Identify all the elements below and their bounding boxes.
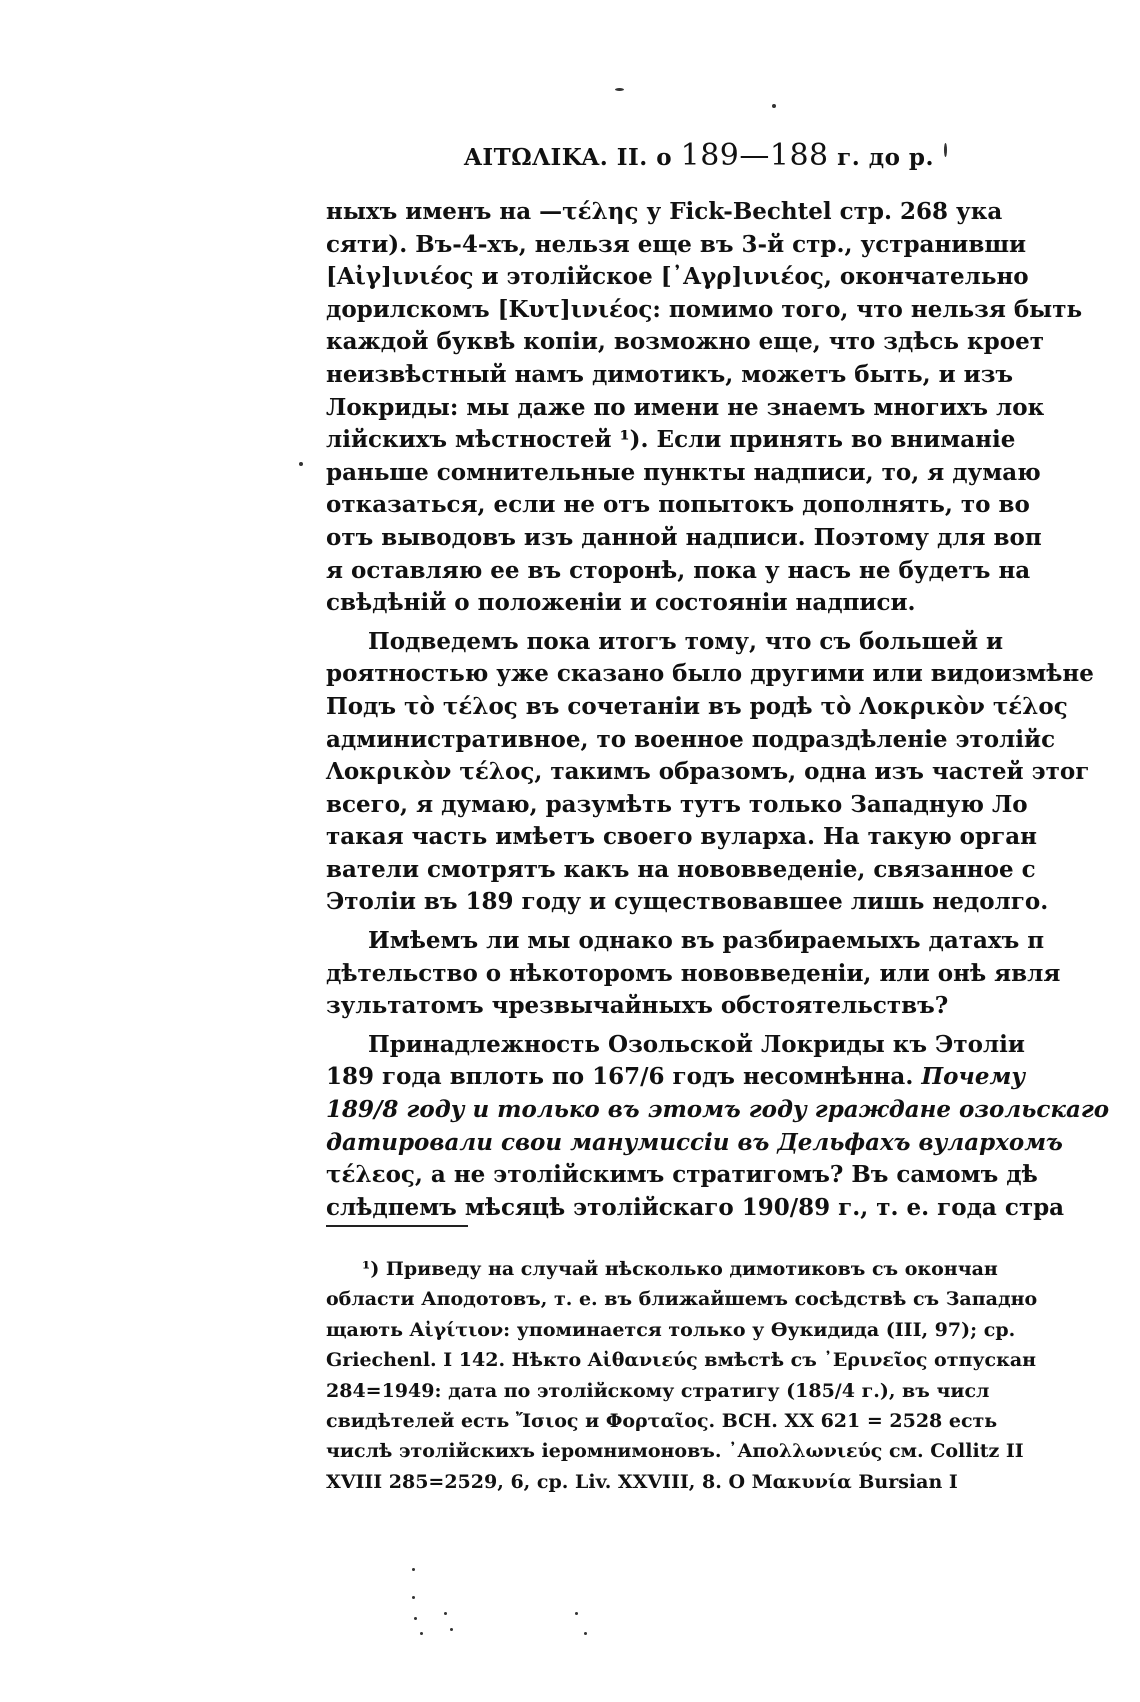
text-line: каждой буквѣ копіи, возможно еще, что здѣсь кроет (326, 328, 1044, 356)
footnotes (326, 1254, 1038, 1497)
scan-speck (575, 1612, 578, 1615)
footnote-line: ¹) Приведу на случай нѣсколько димотиковъ съ окончан (362, 1258, 998, 1280)
main-text (326, 196, 1110, 1224)
footnote-line: числѣ этолійскихъ іеромнимоновъ. ᾽Απολλωνιεύς см. Collitz II (326, 1440, 1024, 1463)
paragraph-start: Подведемъ пока итогъ тому, что съ большей и (368, 627, 1004, 655)
text-line: [Αἰγ]ινιέος и этолійское [᾽Αγρ]ινιέος, окончательно (326, 263, 1029, 291)
footnote-line: щають Αἰγίτιον: упоминается только у Өукидида (III, 97); ср. (326, 1318, 1016, 1341)
header-era: г. до р. (828, 144, 935, 171)
text-line: лійскихъ мѣстностей ¹). Если принять во вниманіе (326, 426, 1016, 454)
text-line: неизвѣстный намъ димотикъ, можетъ быть, и изъ (326, 360, 1014, 388)
scan-speck (450, 1628, 453, 1631)
footnote-line: XVIII 285=2529, 6, ср. Liv. XXVIII, 8. О Μακυνία Bursian I (326, 1470, 958, 1493)
footnote-line: области Аподотовъ, т. е. въ ближайшемъ сосѣдствѣ съ Западно (326, 1288, 1038, 1311)
text-line: ватели смотрятъ какъ на нововведеніе, связанное с (326, 855, 1036, 883)
header-years: 189—188 (680, 138, 829, 173)
italic-segment: Почему (913, 1063, 1026, 1091)
footnote-line: 284=1949: дата по этолійскому стратигу (185/4 г.), въ числ (326, 1379, 990, 1402)
text-line: отказаться, если не отъ попытокъ дополнять, то во (326, 491, 1030, 519)
italic-line: 189/8 году и только въ этомъ году граждане озольскаго (326, 1096, 1110, 1124)
footnote-line: свидѣтелей есть Ἴσιος и Φορταῖος. BCH. XX 621 = 2528 есть (326, 1409, 998, 1432)
running-header (464, 138, 984, 173)
text-line (326, 1127, 1063, 1160)
scan-speck (414, 1617, 417, 1620)
scan-speck (412, 1568, 415, 1571)
text-line: дѣтельство о нѣкоторомъ нововведеніи, или онѣ явля (326, 959, 1061, 987)
text-line: административное, то военное подраздѣленіе этолійс (326, 725, 1056, 753)
text-line: Λοκρικὸν τέλος, такимъ образомъ, одна изъ частей этог (326, 758, 1090, 786)
text-line: такая часть имѣетъ своего вуларха. На такую орган (326, 823, 1037, 851)
scan-speck (584, 1632, 587, 1635)
text-line: слѣдпемъ мѣсяцѣ этолійскаго 190/89 г., т. е. года стра (326, 1193, 1065, 1221)
scan-speck (944, 143, 947, 157)
text-segment: 189 года вплоть по 167/6 годъ несомнѣнна. (326, 1063, 914, 1091)
text-line: роятностью уже сказано было другими или видоизмѣне (326, 660, 1094, 688)
text-line: τέλεος, а не этолійскимъ стратигомъ? Въ самомъ дѣ (326, 1161, 1038, 1189)
text-line: отъ выводовъ изъ данной надписи. Поэтому для воп (326, 523, 1042, 551)
text-line: Подъ τὸ τέλος въ сочетаніи въ родѣ τὸ Λοκρικὸν τέλος (326, 692, 1068, 720)
scan-speck (412, 1596, 415, 1599)
footnote-line: Griechenl. I 142. Нѣкто Αἰθανιεύς вмѣстѣ съ ᾽Ερινεῖος отпускан (326, 1349, 1037, 1372)
text-line: зультатомъ чрезвычайныхъ обстоятельствъ? (326, 992, 949, 1020)
text-line: раньше сомнительные пункты надписи, то, я думаю (326, 458, 1041, 486)
text-line: свѣдѣній о положеніи и состояніи надписи. (326, 589, 916, 617)
text-line: Локриды: мы даже по имени не знаемъ многихъ лок (326, 393, 1045, 421)
italic-segment: датировали свои манумиссіи въ Дельфахъ (326, 1128, 911, 1156)
text-line: всего, я думаю, разумѣть тутъ только Западную Ло (326, 790, 1028, 818)
text-line (326, 1061, 1026, 1094)
paragraph-start: Имѣемъ ли мы однако въ разбираемыхъ датахъ п (368, 927, 1045, 955)
scan-speck (615, 88, 624, 91)
scan-speck (420, 1632, 423, 1635)
italic-segment: вулархомъ (910, 1128, 1063, 1156)
scan-speck (299, 462, 303, 466)
text-line: Этоліи въ 189 году и существовавшее лишь недолго. (326, 888, 1049, 916)
text-line: дорилскомъ [Κυτ]ινιέος: помимо того, что нельзя быть (326, 295, 1083, 323)
scan-speck (444, 1612, 447, 1615)
text-line: сяти). Въ-4-хъ, нельзя еще въ 3-й стр., устранивши (326, 230, 1027, 258)
scan-speck (772, 104, 776, 108)
paragraph-start: Принадлежность Озольской Локриды къ Этоліи (368, 1030, 1025, 1058)
header-title: AITΩΛIKA. II. о (464, 144, 681, 171)
text-line: я оставляю ее въ сторонѣ, пока у насъ не будетъ на (326, 556, 1031, 584)
text-line: ныхъ именъ на —τέλης у Fick-Bechtel стр. 268 ука (326, 198, 1003, 225)
footnote-rule (326, 1225, 468, 1227)
